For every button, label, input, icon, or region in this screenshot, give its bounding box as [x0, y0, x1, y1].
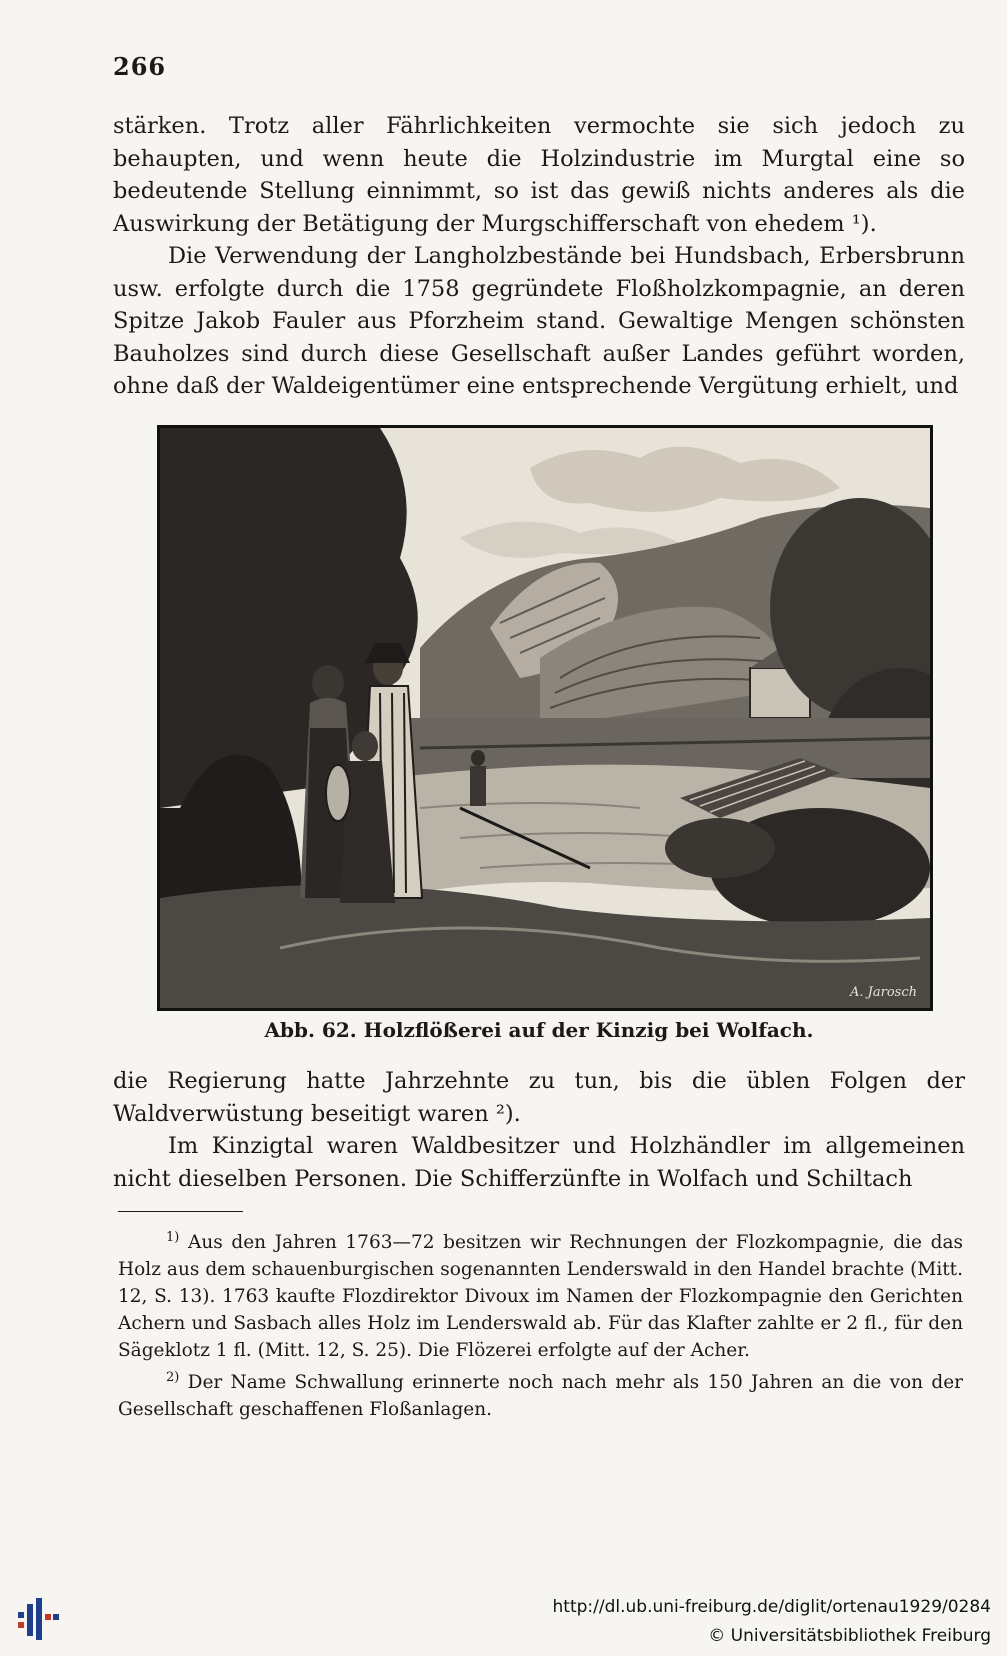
footnote-1-mark: 1)	[166, 1230, 180, 1245]
footnote-2-mark: 2)	[166, 1370, 180, 1386]
footnote-divider	[118, 1211, 243, 1212]
paragraph-3: die Regierung hatte Jahrzehnte zu tun, bis die üblen Folgen der Waldverwüstung beseitigt waren ²).	[113, 1068, 965, 1127]
artist-signature: A. Jarosch	[850, 985, 917, 1000]
engraving-illustration	[157, 425, 933, 1011]
paragraph-4: Im Kinzigtal waren Waldbesitzer und Holzhändler im allgemeinen nicht dieselben Personen. Die Schifferzünfte in Wolfach und Schiltach	[113, 1133, 965, 1192]
ub-freiburg-logo-icon	[12, 1594, 62, 1644]
source-url[interactable]: http://dl.ub.uni-freiburg.de/diglit/ortenau1929/0284	[552, 1597, 991, 1617]
body-text-bottom	[113, 1065, 965, 1195]
footnote-1-text: Aus den Jahren 1763—72 besitzen wir Rechnungen der Flozkompagnie, die das Holz aus dem schauenburgischen sogenannten Lenderswald in den Handel brachte (Mitt. 12, S. 13). 1763 kaufte Flozdirektor Divoux im Namen der Flozkompagnie den Gerichten Achern und Sasbach alles Holz im Lenderswald ab. Für das Klafter zahlte er 2 fl., für den Sägeklotz 1 fl. (Mitt. 12, S. 25). Die Flözerei erfolgte auf der Acher.	[118, 1232, 963, 1362]
engraving-image	[160, 428, 930, 1008]
footnotes	[118, 1224, 963, 1423]
body-text-top	[113, 110, 965, 403]
page-number: 266	[113, 52, 167, 81]
figure-caption: Abb. 62. Holzflößerei auf der Kinzig bei Wolfach.	[264, 1018, 814, 1042]
paragraph-1: stärken. Trotz aller Fährlichkeiten vermochte sie sich jedoch zu behaupten, und wenn heute die Holzindustrie im Murgtal eine so bedeutende Stellung einnimmt, so ist das gewiß nichts anderes als die Auswirkung der Betätigung der Murgschifferschaft von ehedem ¹).	[113, 113, 965, 237]
footnote-2	[118, 1364, 963, 1423]
paragraph-2: Die Verwendung der Langholzbestände bei Hundsbach, Erbersbrunn usw. erfolgte durch die 1758 gegründete Floßholzkompagnie, an deren Spitze Jakob Fauler aus Pforzheim stand. Gewaltige Mengen schönsten Bauholzes sind durch diese Gesellschaft außer Landes geführt worden, ohne daß der Waldeigentümer eine entsprechende Vergütung erhielt, und	[113, 243, 965, 399]
footnote-1	[118, 1224, 963, 1364]
footnote-2-text: Der Name Schwallung erinnerte noch nach mehr als 150 Jahren an die von der Gesellschaft geschaffenen Floßanlagen.	[118, 1372, 963, 1421]
copyright-notice: © Universitätsbibliothek Freiburg	[708, 1626, 991, 1646]
